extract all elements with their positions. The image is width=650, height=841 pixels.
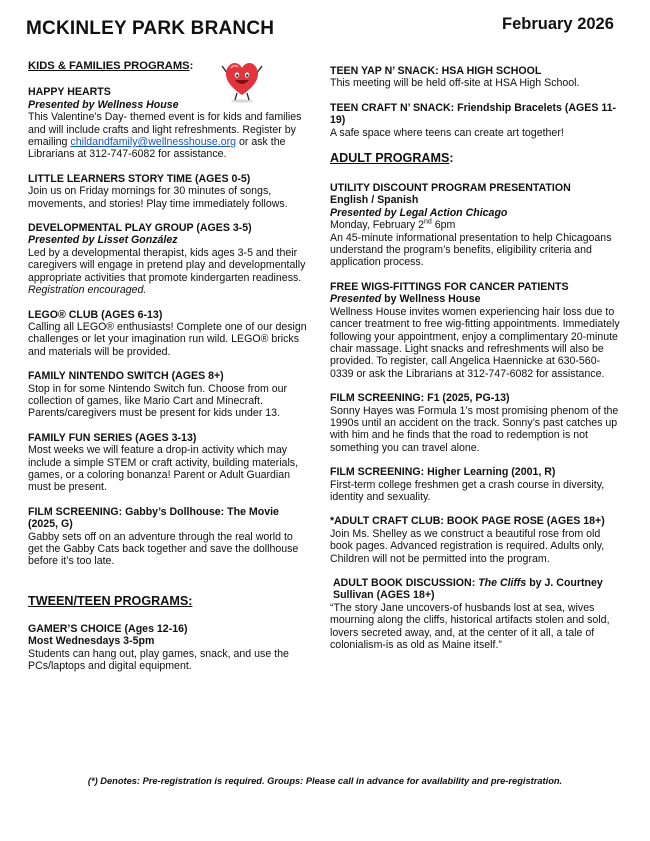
program-language: English / Spanish: [330, 194, 419, 207]
page-date: February 2026: [502, 15, 614, 33]
program-description: Calling all LEGO® enthusiasts! Complete one of our design challenges or let your imagination run wild. LEGO® bricks and materials will be provided.: [28, 320, 307, 358]
right-column: [330, 65, 620, 651]
program-title: LITTLE LEARNERS STORY TIME (AGES 0-5): [28, 172, 251, 185]
program-description: Led by a developmental therapist, kids ages 3-5 and their caregivers will engage in pretend play and developmentally appropriate activities that promote kindergarten readiness.: [28, 246, 306, 284]
program-schedule: Most Wednesdays 3-5pm: [28, 635, 155, 648]
program-title: TEEN CRAFT N’ SNACK: Friendship Bracelets (AGES 11-19): [330, 101, 617, 127]
program-description: [28, 111, 310, 161]
program-teen-craft: [330, 102, 620, 139]
program-title: FREE WIGS-FITTINGS FOR CANCER PATIENTS: [330, 280, 569, 293]
program-description: Join Ms. Shelley as we construct a beautiful rose from old book pages. Advanced registration is required. Adults only, Children will not be permitted into the program.: [330, 527, 605, 565]
program-film-higher-learning: [330, 466, 620, 503]
program-utility-discount: [330, 182, 620, 269]
adult-section-heading: [330, 151, 620, 166]
date-suffix: nd: [424, 218, 432, 226]
program-presenter: Presented by Lisset González: [28, 234, 178, 247]
program-title: [330, 577, 620, 602]
program-description: Gabby sets off on an adventure through the real world to get the Gabby Cats back together and save the dollhouse before it’s too late.: [28, 530, 299, 568]
program-title: GAMER’S CHOICE (Ages 12-16): [28, 622, 188, 635]
date-time: 6pm: [431, 219, 456, 232]
program-description: An 45-minute informational presentation to help Chicagoans understand the program’s benefits, eligibility criteria and application process.: [330, 231, 612, 269]
program-description: First-term college freshmen get a crash course in diversity, identity and sexuality.: [330, 478, 605, 503]
program-description: Join us on Friday mornings for 30 minutes of songs, movements, and stories! Play time immediately follows.: [28, 185, 288, 210]
program-free-wigs: [330, 281, 620, 380]
adult-heading-text: ADULT PROGRAMS: [330, 151, 450, 166]
program-title: FILM SCREENING: Higher Learning (2001, R): [330, 466, 556, 479]
program-title: FILM SCREENING: F1 (2025, PG-13): [330, 392, 510, 405]
program-presenter: Presented by Legal Action Chicago: [330, 206, 508, 219]
program-little-learners: [28, 173, 310, 210]
program-gabby-film: [28, 506, 310, 568]
title-author: by J. Courtney Sullivan (AGES 18+): [333, 577, 603, 602]
program-description: Most weeks we will feature a drop-in activity which may include a simple STEM or craft activity, building materials, games, or a coloring bonanza! Parent or Adult Guardian must be present.: [28, 444, 299, 494]
program-description: Sonny Hayes was Formula 1’s most promising phenom of the 1990s until an accident on the track. Sonny’s past catches up with him and he finds that the road to redemption is not something you can travel alone.: [330, 404, 619, 454]
program-adult-craft-club: [330, 515, 620, 565]
book-title: The Cliffs: [478, 577, 527, 589]
program-description: Stop in for some Nintendo Switch fun. Choose from our collection of games, like Mario Cart and Minecraft. Parents/caregivers must be present for kids under 13.: [28, 382, 288, 420]
presenter-italic: Presented: [330, 293, 382, 306]
kids-heading-colon: :: [189, 60, 194, 72]
email-link[interactable]: childandfamily@wellnesshouse.org: [70, 136, 237, 149]
program-title: *ADULT CRAFT CLUB: BOOK PAGE ROSE (AGES 18+): [330, 515, 605, 528]
program-description: “The story Jane uncovers-of husbands lost at sea, wives mourning along the cliffs, historical artifacts stolen and sold, lovers secreted away, and, at the center of it all, a tale of colonialism-is as old as Maine itself.”: [330, 601, 610, 652]
date-text: Monday, February 2: [330, 219, 425, 232]
program-description: Wellness House invites women experiencing hair loss due to cancer treatment to free wig-fitting appointments. Immediately following your appointment, enjoy a complimentary 20-minute chair massage. Light snacks and refreshments will also be provided. To register, call Angelica Haennicke at 630-560-0339 or ask the Librarians at 312-747-6082 for assistance.: [330, 305, 620, 380]
program-title: FAMILY NINTENDO SWITCH (AGES 8+): [28, 370, 224, 383]
program-title: TEEN YAP N’ SNACK: HSA HIGH SCHOOL: [330, 65, 542, 77]
description-text-end: or ask the Librarians at 312-747-6082 for assistance.: [28, 136, 286, 161]
kids-heading-text: KIDS & FAMILIES PROGRAMS: [28, 60, 190, 72]
title-text: ADULT BOOK DISCUSSION:: [333, 577, 479, 589]
footer-note: (*) Denotes: Pre-registration is required. Groups: Please call in advance for availability and pre-registration.: [87, 776, 563, 786]
program-title: DEVELOPMENTAL PLAY GROUP (AGES 3-5): [28, 222, 252, 235]
program-title: FILM SCREENING: Gabby’s Dollhouse: The Movie (2025, G): [28, 505, 279, 531]
program-developmental-play: [28, 222, 310, 296]
program-title: FAMILY FUN SERIES (AGES 3-13): [28, 431, 197, 444]
program-note: Registration encouraged.: [28, 284, 147, 297]
program-date: [330, 219, 620, 231]
program-happy-hearts: [28, 86, 310, 160]
program-title: LEGO® CLUB (AGES 6-13): [28, 308, 163, 321]
kids-section-heading: [28, 60, 310, 72]
program-presenter: Presented by Wellness House: [28, 98, 179, 111]
left-column: [28, 60, 310, 672]
program-title: HAPPY HEARTS: [28, 86, 111, 99]
program-lego-club: [28, 309, 310, 359]
page-title: MCKINLEY PARK BRANCH: [26, 18, 275, 39]
program-teen-yap: [330, 65, 620, 90]
program-nintendo-switch: [28, 370, 310, 420]
program-presenter: [330, 293, 620, 305]
program-description: This meeting will be held off-site at HSA High School.: [330, 77, 580, 90]
teen-section-heading: TWEEN/TEEN PROGRAMS:: [28, 593, 193, 608]
program-family-fun-series: [28, 432, 310, 494]
program-gamers-choice: [28, 623, 310, 673]
program-description: Students can hang out, play games, snack, and use the PCs/laptops and digital equipment.: [28, 647, 289, 673]
description-text: This Valentine’s Day- themed event is for kids and families and will include crafts and light refreshments. Register by emailing: [28, 111, 302, 149]
presenter-name: by Wellness House: [381, 293, 481, 306]
program-title: UTILITY DISCOUNT PROGRAM PRESENTATION: [330, 182, 571, 195]
program-film-f1: [330, 392, 620, 454]
adult-heading-colon: :: [449, 151, 454, 166]
program-description: A safe space where teens can create art together!: [330, 126, 564, 139]
program-book-discussion: [330, 577, 620, 651]
